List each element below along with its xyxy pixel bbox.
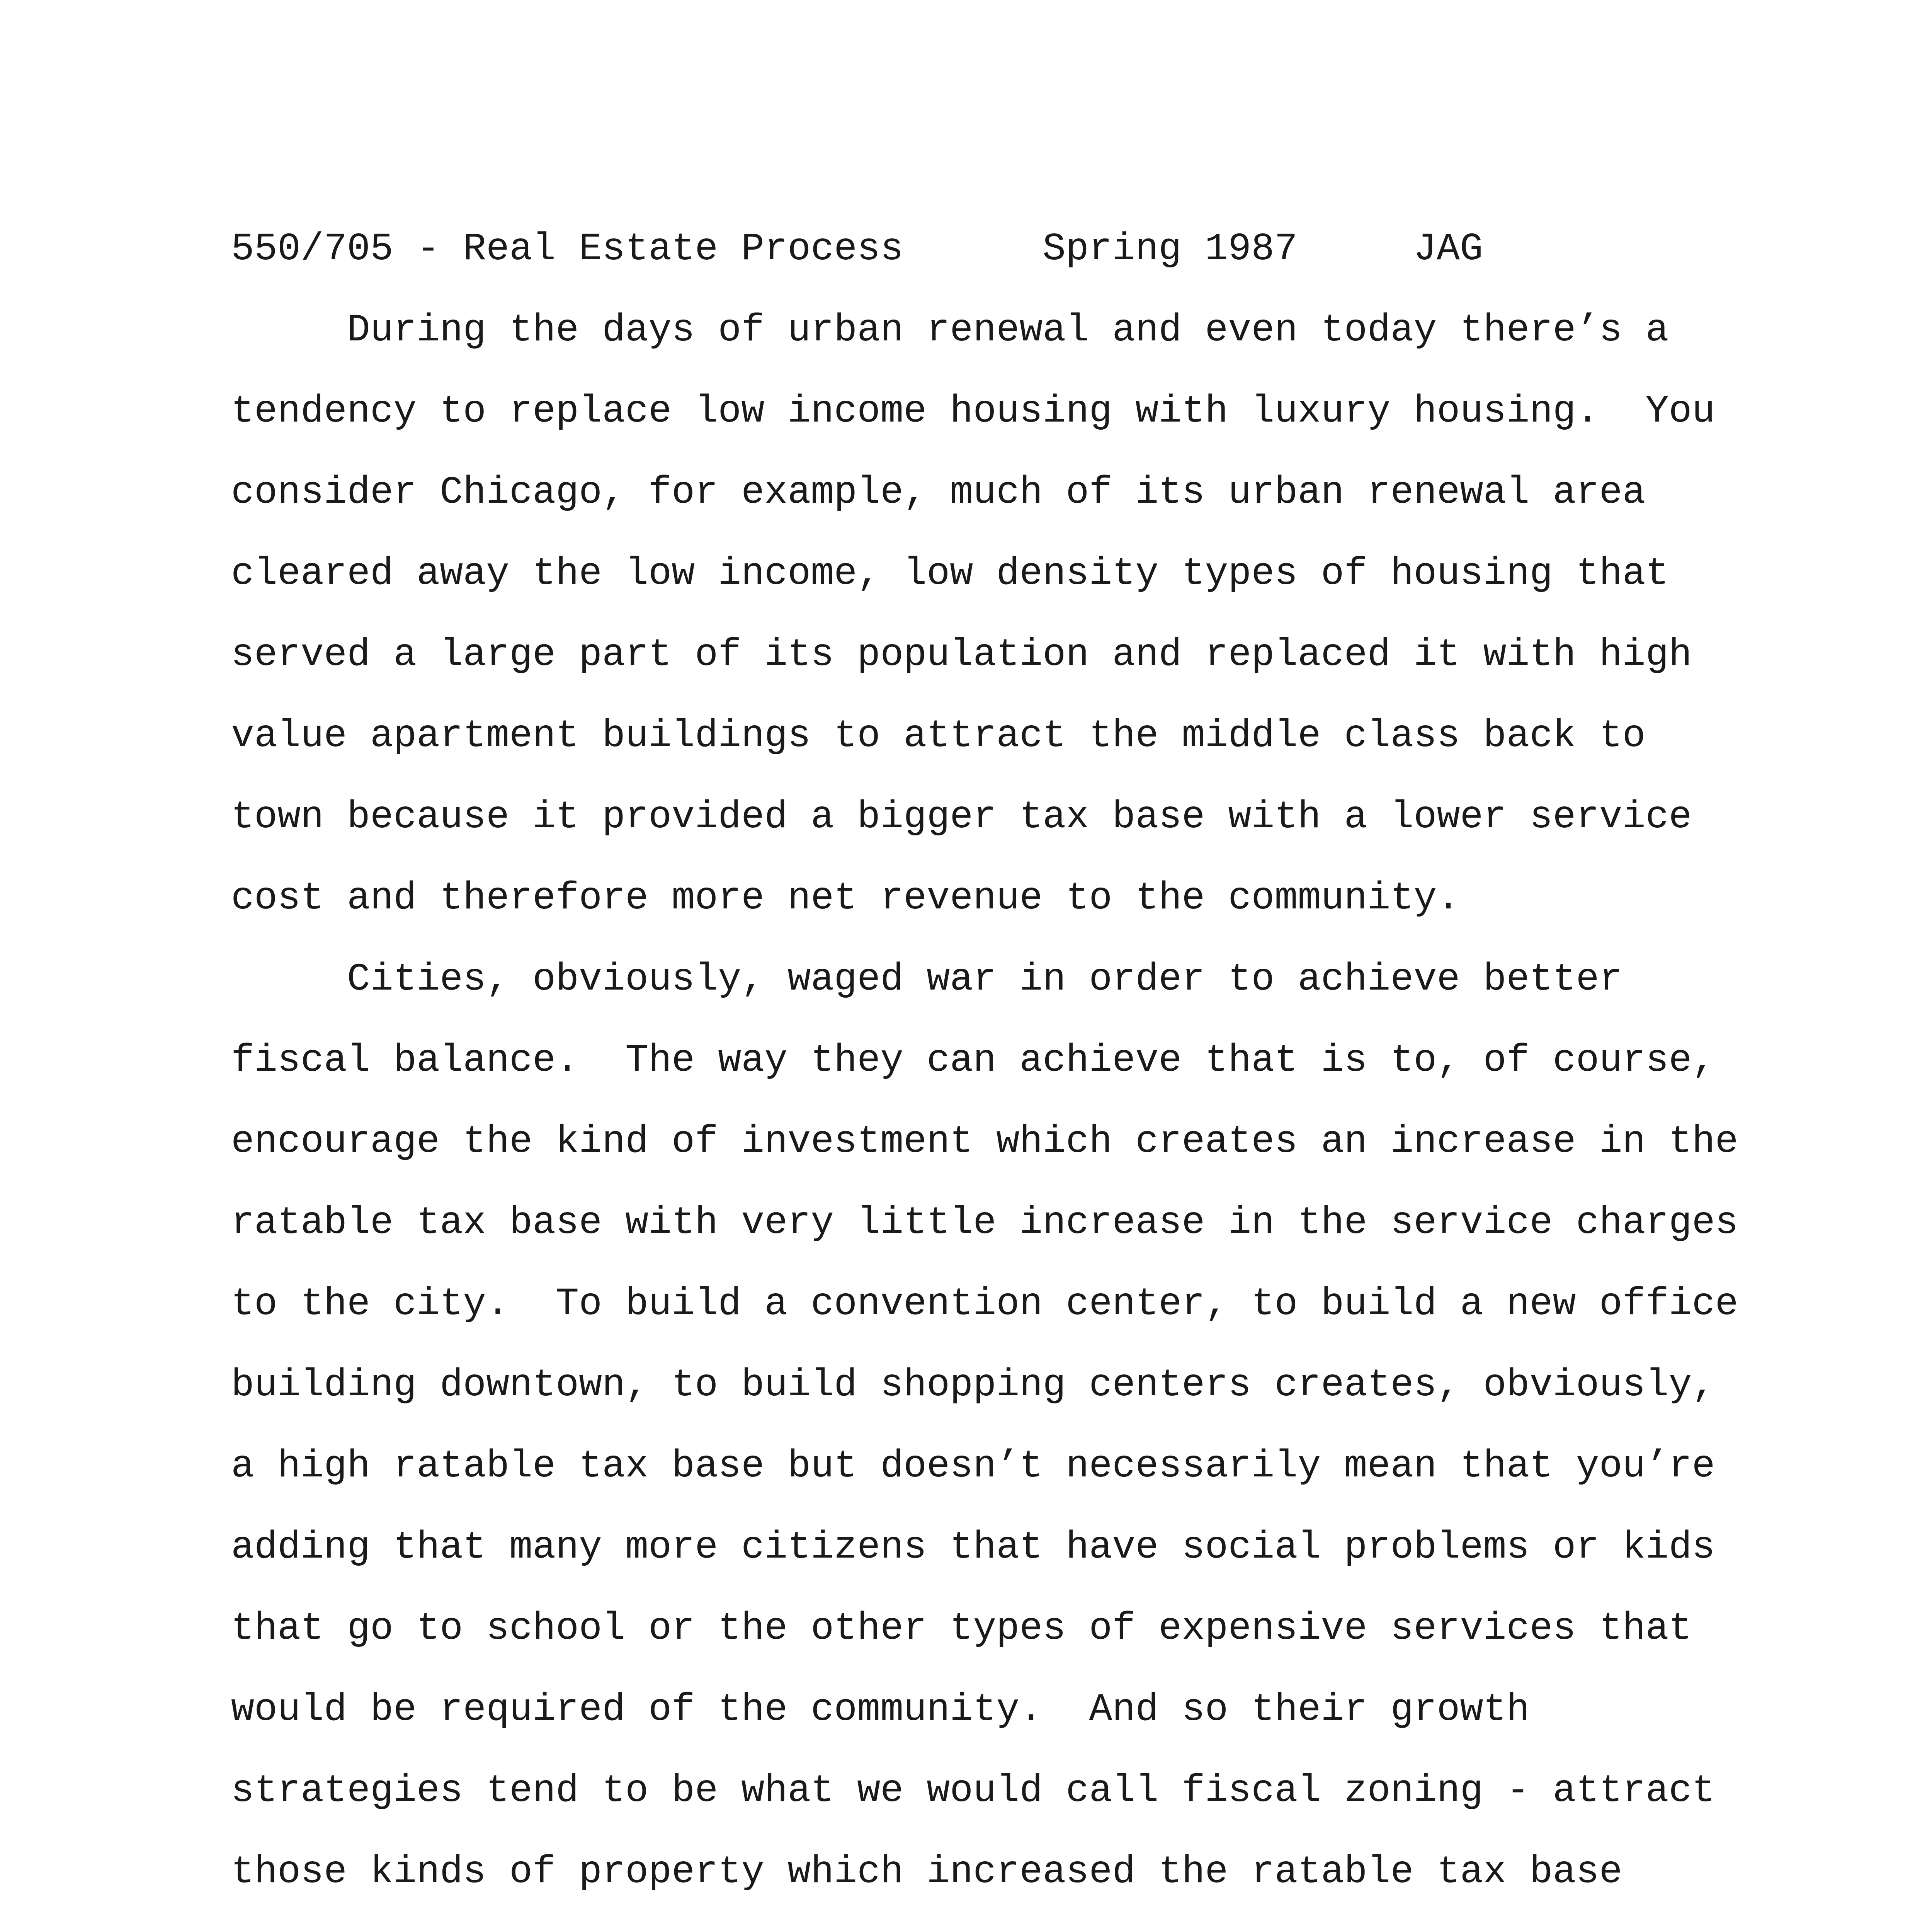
term: Spring 1987 — [1043, 228, 1298, 271]
paragraph-2-line: a high ratable tax base but doesn’t necessarily mean that you’re — [231, 1445, 1715, 1488]
author-initials: JAG — [1413, 228, 1483, 271]
paragraph-1-line: consider Chicago, for example, much of its urban renewal area — [231, 471, 1646, 515]
paragraph-1-line: tendency to replace low income housing with luxury housing. You — [231, 390, 1715, 434]
paragraph-1-line: cleared away the low income, low density types of housing that — [231, 552, 1669, 596]
paragraph-2-line: building downtown, to build shopping centers creates, obviously, — [231, 1364, 1715, 1407]
paragraph-2-line: to the city. To build a convention center, to build a new office — [231, 1282, 1738, 1326]
paragraph-2-line: encourage the kind of investment which creates an increase in the — [231, 1120, 1738, 1164]
paragraph-2-line — [231, 1930, 1738, 1932]
paragraph-1-line: During the days of urban renewal and even today there’s a — [231, 309, 1669, 352]
paragraph-2-line: ratable tax base with very little increase in the service charges — [231, 1201, 1738, 1245]
paragraph-1-line: value apartment buildings to attract the middle class back to — [231, 714, 1646, 758]
paragraph-2-line: those kinds of property which increased the ratable tax base — [231, 1850, 1622, 1894]
paragraph-2-line: that go to school or the other types of expensive services that — [231, 1607, 1692, 1651]
paragraph-1-line: cost and therefore more net revenue to the community. — [231, 877, 1460, 920]
course-title: 550/705 - Real Estate Process — [231, 228, 904, 271]
paragraph-2-line: Cities, obviously, waged war in order to achieve better — [231, 958, 1622, 1002]
paragraph-2-line: strategies tend to be what we would call fiscal zoning - attract — [231, 1769, 1715, 1813]
paragraph-1-line: town because it provided a bigger tax base with a lower service — [231, 796, 1692, 839]
paragraph-1-line: served a large part of its population and replaced it with high — [231, 633, 1692, 677]
page-header — [231, 226, 1483, 273]
paragraph-2-line: adding that many more citizens that have social problems or kids — [231, 1526, 1715, 1570]
paragraph-2-line: fiscal balance. The way they can achieve that is to, of course, — [231, 1039, 1715, 1083]
paragraph-2-line: would be required of the community. And so their growth — [231, 1688, 1530, 1732]
